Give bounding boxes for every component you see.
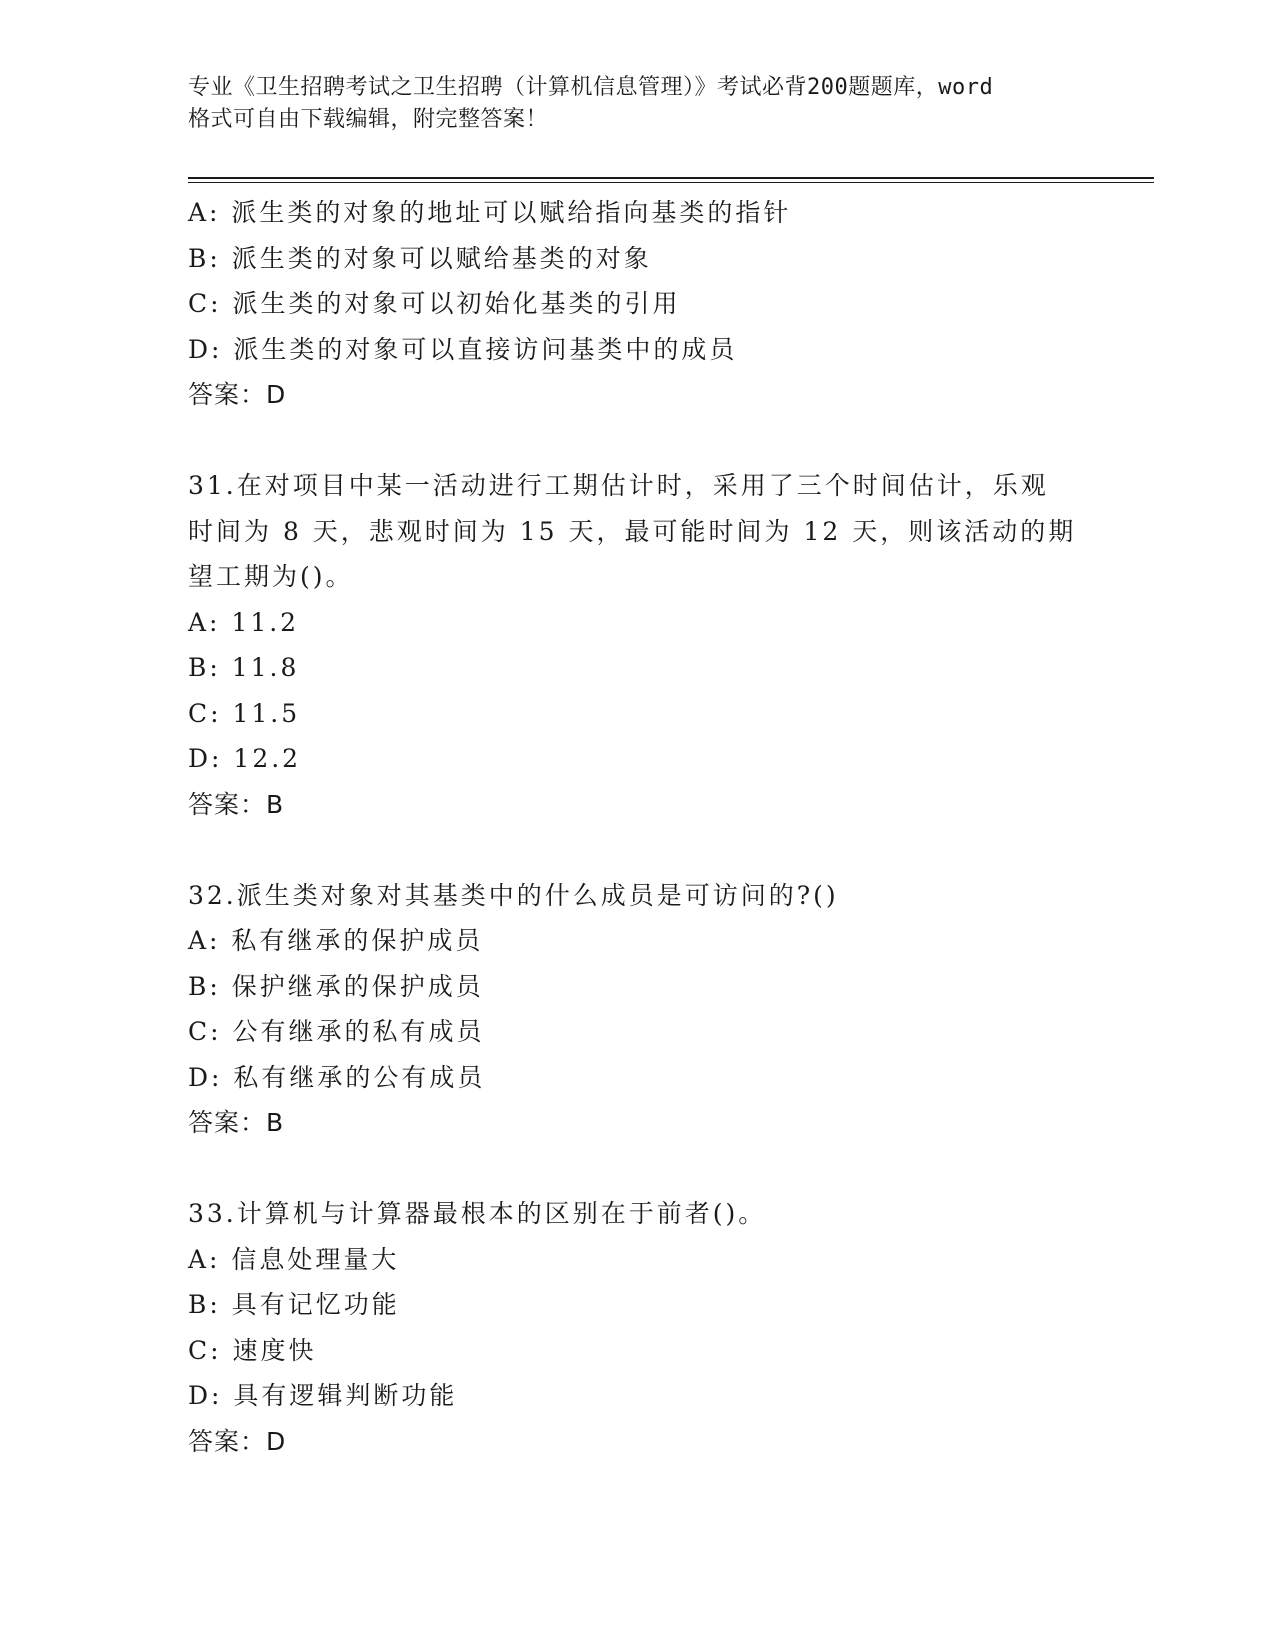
question-stem-line: 时间为 8 天，悲观时间为 15 天，最可能时间为 12 天，则该活动的期 (188, 516, 1077, 546)
option-c: C: 速度快 (188, 1335, 317, 1365)
header-line-2: 格式可自由下载编辑，附完整答案！ (188, 107, 549, 132)
option-c: C: 11.5 (188, 698, 301, 728)
option-b: B: 11.8 (188, 653, 300, 682)
question-stem-line: 31.在对项目中某一活动进行工期估计时，采用了三个时间估计，乐观 (188, 471, 1049, 500)
option-b: B: 保护继承的保护成员 (188, 971, 484, 1001)
option-d: D: 私有继承的公有成员 (188, 1062, 486, 1092)
header-line-1: 专业《卫生招聘考试之卫生招聘（计算机信息管理）》考试必背200题题库，word (188, 75, 994, 100)
question-stem-line: 望工期为()。 (188, 562, 354, 591)
option-c: C: 派生类的对象可以初始化基类的引用 (188, 289, 681, 318)
question-stem-line: 33.计算机与计算器最根本的区别在于前者()。 (188, 1199, 767, 1228)
header-divider-thick (188, 177, 1154, 179)
spacer (188, 418, 1088, 464)
question-block-31 (188, 463, 1088, 827)
document-header (188, 72, 1088, 136)
question-block-prev (188, 190, 1088, 418)
question-list (188, 190, 1088, 1464)
option-b: B: 具有记忆功能 (188, 1290, 400, 1319)
option-a: A: 11.2 (188, 607, 300, 637)
option-a: A: 派生类的对象的地址可以赋给指向基类的指针 (188, 198, 792, 227)
option-b: B: 派生类的对象可以赋给基类的对象 (188, 243, 652, 273)
answer-line: 答案：B (188, 1108, 285, 1137)
option-a: A: 私有继承的保护成员 (188, 926, 484, 955)
answer-line: 答案：D (188, 380, 287, 409)
spacer (188, 827, 1088, 873)
answer-line: 答案：D (188, 1426, 287, 1456)
question-stem-line: 32.派生类对象对其基类中的什么成员是可访问的?() (188, 880, 839, 910)
header-divider-thin (188, 182, 1154, 183)
spacer (188, 1146, 1088, 1192)
option-d: D: 12.2 (188, 744, 302, 773)
option-a: A: 信息处理量大 (188, 1244, 400, 1274)
question-block-32 (188, 873, 1088, 1146)
question-block-33 (188, 1191, 1088, 1464)
answer-line: 答案：B (188, 789, 285, 819)
option-d: D: 具有逻辑判断功能 (188, 1381, 458, 1410)
option-c: C: 公有继承的私有成员 (188, 1017, 485, 1046)
option-d: D: 派生类的对象可以直接访问基类中的成员 (188, 334, 738, 364)
